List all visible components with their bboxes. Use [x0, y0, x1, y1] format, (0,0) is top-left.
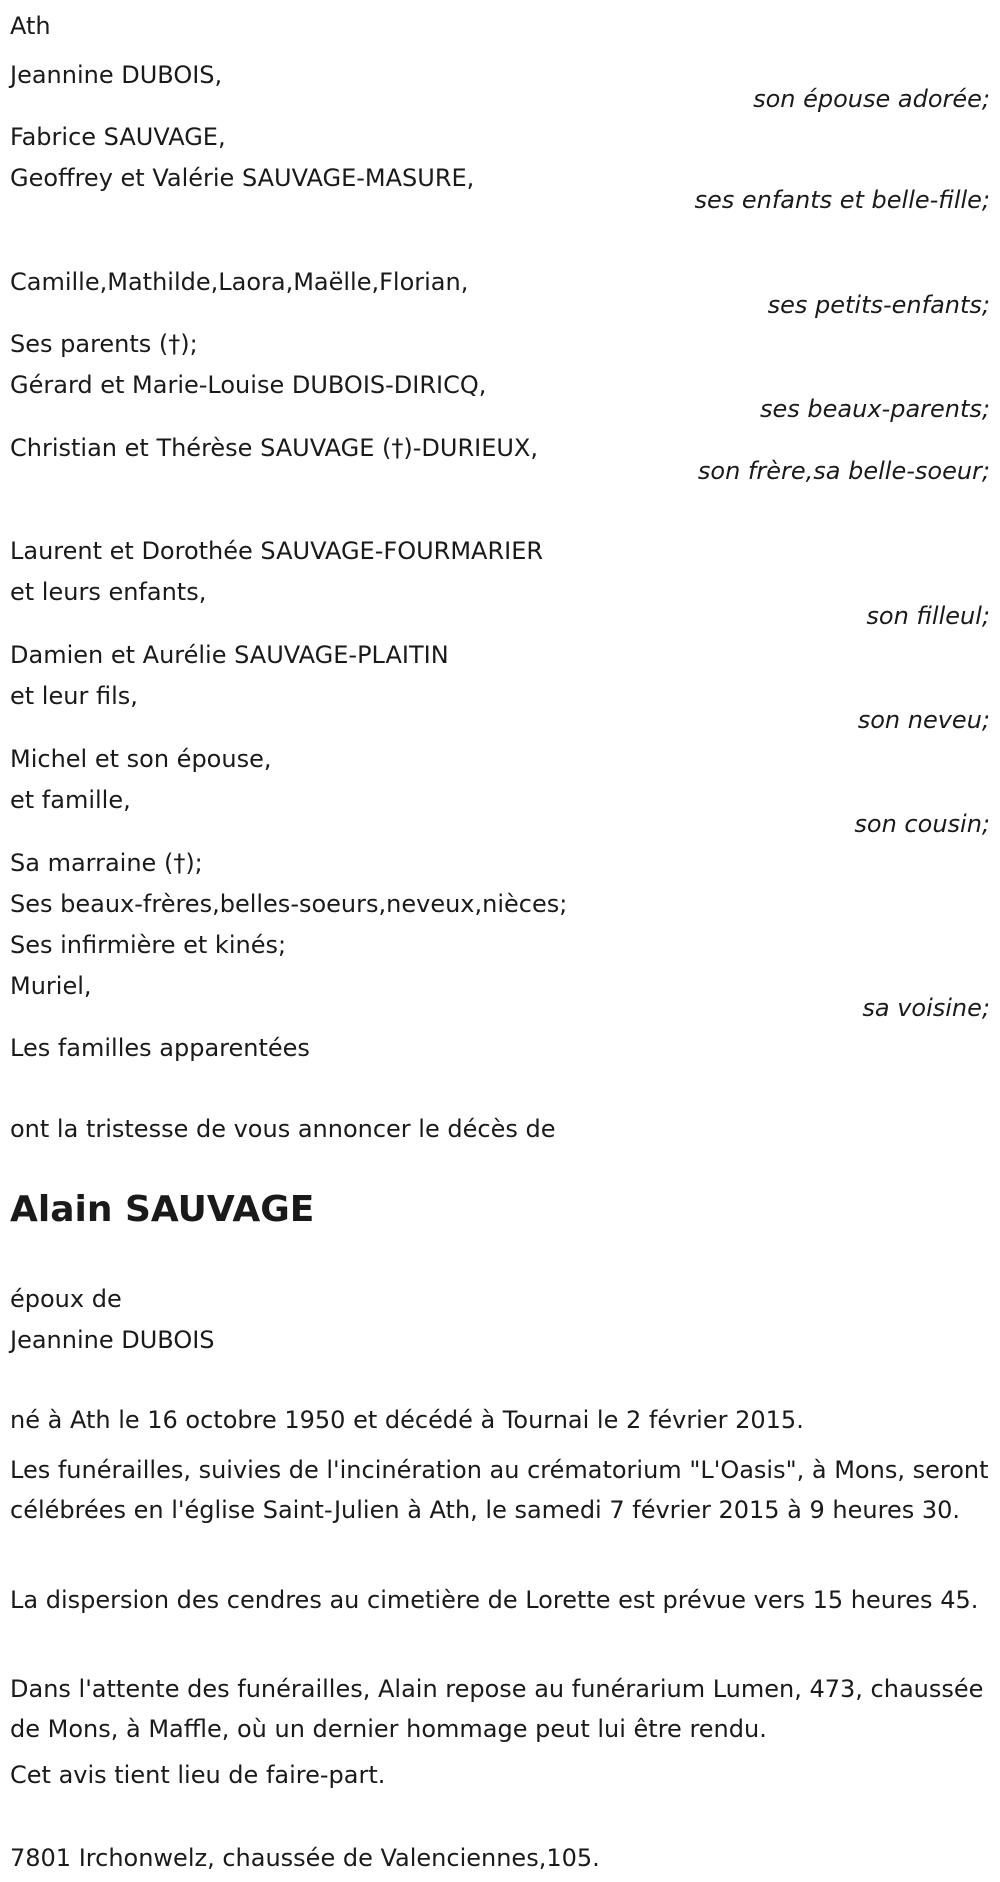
- family-7-role: son cousin;: [854, 810, 990, 838]
- header-place: Ath: [10, 12, 51, 40]
- announcement-text: ont la tristesse de vous annoncer le décès de: [10, 1115, 556, 1143]
- family-8-line-2: Ses infirmière et kinés;: [10, 931, 287, 959]
- notice-disclaimer: Cet avis tient lieu de faire-part.: [10, 1761, 386, 1789]
- family-1-line-1: Geoffrey et Valérie SAUVAGE-MASURE,: [10, 164, 475, 192]
- deceased-name: Alain SAUVAGE: [10, 1189, 315, 1230]
- funeral-info: Les funérailles, suivies de l'incinération au crématorium "L'Oasis", à Mons, seront célébrées en l'église Saint-Julien à Ath, le samedi 7 février 2015 à 9 heures 30.: [10, 1456, 989, 1524]
- family-3-line-0: Ses parents (†);: [10, 330, 198, 358]
- family-1-role: ses enfants et belle-fille;: [694, 186, 990, 214]
- family-9-line-0: Les familles apparentées: [10, 1034, 310, 1062]
- family-6-line-1: et leur fils,: [10, 682, 138, 710]
- family-5-line-1: et leurs enfants,: [10, 578, 207, 606]
- family-0-role: son épouse adorée;: [753, 85, 990, 113]
- family-3-role: ses beaux-parents;: [760, 395, 990, 423]
- family-5-line-0: Laurent et Dorothée SAUVAGE-FOURMARIER: [10, 537, 544, 565]
- family-8-line-1: Ses beaux-frères,belles-soeurs,neveux,nièces;: [10, 890, 568, 918]
- family-3-line-1: Gérard et Marie-Louise DUBOIS-DIRICQ,: [10, 371, 487, 399]
- funerarium-info: Dans l'attente des funérailles, Alain repose au funérarium Lumen, 473, chaussée de Mons, à Maffle, où un dernier hommage peut lui être rendu.: [10, 1675, 984, 1743]
- family-8-line-0: Sa marraine (†);: [10, 849, 203, 877]
- birth-death-info: né à Ath le 16 octobre 1950 et décédé à Tournai le 2 février 2015.: [10, 1406, 804, 1434]
- spouse-name: Jeannine DUBOIS: [10, 1326, 215, 1354]
- family-7-line-0: Michel et son épouse,: [10, 745, 272, 773]
- spouse-prefix: époux de: [10, 1285, 122, 1313]
- family-8-role: sa voisine;: [862, 994, 990, 1022]
- family-address: 7801 Irchonwelz, chaussée de Valenciennes,105.: [10, 1844, 600, 1872]
- family-1-line-0: Fabrice SAUVAGE,: [10, 123, 226, 151]
- family-2-role: ses petits-enfants;: [767, 291, 990, 319]
- family-8-line-3: Muriel,: [10, 972, 92, 1000]
- family-4-role: son frère,sa belle-soeur;: [697, 457, 990, 485]
- family-7-line-1: et famille,: [10, 786, 131, 814]
- ash-dispersion-info: La dispersion des cendres au cimetière de Lorette est prévue vers 15 heures 45.: [10, 1586, 979, 1614]
- family-6-role: son neveu;: [857, 706, 990, 734]
- family-6-line-0: Damien et Aurélie SAUVAGE-PLAITIN: [10, 641, 449, 669]
- family-0-line-0: Jeannine DUBOIS,: [10, 61, 223, 89]
- family-4-line-0: Christian et Thérèse SAUVAGE (†)-DURIEUX,: [10, 434, 538, 462]
- family-2-line-0: Camille,Mathilde,Laora,Maëlle,Florian,: [10, 268, 469, 296]
- family-5-role: son filleul;: [866, 602, 990, 630]
